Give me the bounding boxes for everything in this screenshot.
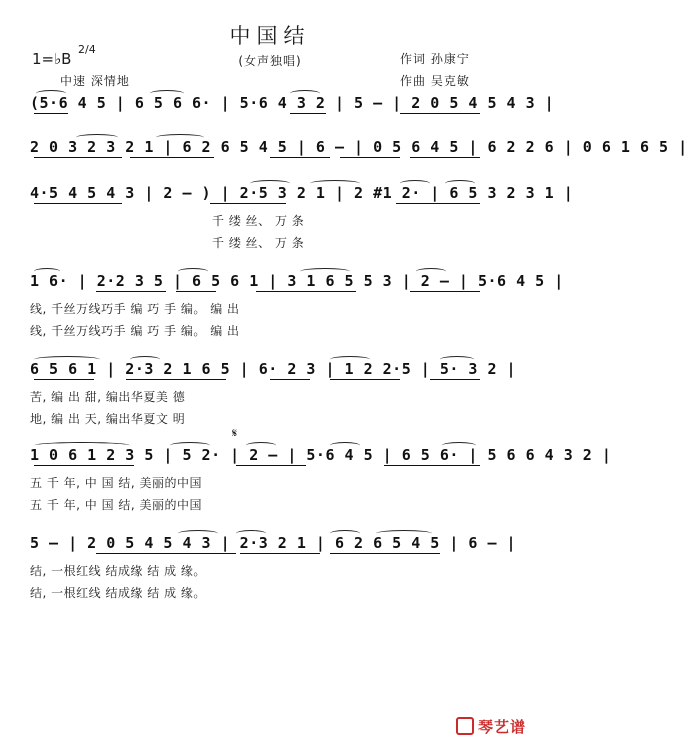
slur-mark [290, 90, 320, 97]
lyrics-verse-1: 千 缕 丝、 万 条 [212, 214, 305, 228]
lyricist-credit: 作词 孙康宁 [400, 52, 470, 66]
slur-mark [400, 180, 430, 187]
slur-mark [34, 356, 100, 363]
beam-underline [34, 379, 94, 380]
lyrics-verse-2: 千 缕 丝、 万 条 [212, 236, 305, 250]
song-subtitle: (女声独唱) [238, 54, 302, 68]
beam-underline [34, 157, 122, 158]
slur-mark [442, 442, 476, 449]
score-line-4: 1 6· | 2·2 3 5 | 6 5 6 1 | 3 1 6 5 5 3 | 2 – | 5·6 4 5 | [30, 272, 564, 290]
lyrics-verse-1: 结, 一根红线 结成缘 结 成 缘。 [30, 564, 206, 578]
slur-mark [246, 442, 276, 449]
song-title: 中国结 [229, 24, 311, 48]
slur-mark [150, 90, 184, 97]
beam-underline [34, 113, 68, 114]
slur-mark [330, 530, 360, 537]
beam-underline [256, 291, 356, 292]
beam-underline [410, 291, 480, 292]
beam-underline [210, 203, 286, 204]
beam-underline [400, 113, 480, 114]
beam-underline [270, 379, 310, 380]
beam-underline [430, 379, 480, 380]
beam-underline [290, 113, 326, 114]
beam-underline [330, 553, 440, 554]
score-line-5: 6 5 6 1 | 2·3 2 1 6 5 | 6· 2 3 | 1 2 2·5 | 5· 3 2 | [30, 360, 517, 378]
lyrics-verse-1: 五 千 年, 中 国 结, 美丽的中国 [30, 476, 203, 490]
beam-underline [396, 203, 480, 204]
score-line-7: 5 – | 2 0 5 4 5 4 3 | 2·3 2 1 | 6 2 6 5 4 5 | 6 – | [30, 534, 517, 552]
slur-mark [76, 134, 118, 141]
slur-mark [300, 268, 350, 275]
slur-mark [330, 356, 370, 363]
beam-underline [236, 465, 306, 466]
lyrics-verse-1: 线, 千丝万线巧手 编 巧 手 编。 编 出 [30, 302, 240, 316]
time-signature [78, 43, 96, 56]
slur-mark [236, 530, 266, 537]
slur-mark [445, 180, 475, 187]
score-line-6: 1 0 6 1 2 3 5 | 5 2· | 2 – | 5·6 4 5 | 6 5 6· | 5 6 6 4 3 2 | [30, 446, 612, 464]
segno-sign: 𝄋 [232, 426, 238, 440]
beam-underline [270, 157, 330, 158]
beam-underline [96, 553, 236, 554]
slur-mark [330, 442, 360, 449]
lyrics-verse-2: 线, 千丝万线巧手 编 巧 手 编。 编 出 [30, 324, 240, 338]
slur-mark [34, 442, 130, 449]
lyrics-verse-1: 苦, 编 出 甜, 编出华夏美 德 [30, 390, 186, 404]
beam-underline [130, 157, 214, 158]
slur-mark [250, 180, 290, 187]
site-logo [456, 716, 526, 737]
slur-mark [170, 442, 210, 449]
beam-underline [384, 465, 480, 466]
score-line-1: (5·6 4 5 | 6 5 6 6· | 5·6 4 3 2 | 5 – | 2 0 5 4 5 4 3 | [30, 94, 555, 112]
slur-mark [36, 90, 66, 97]
lyrics-verse-2: 结, 一根红线 结成缘 结 成 缘。 [30, 586, 206, 600]
composer-credit: 作曲 吴克敏 [400, 74, 470, 88]
beam-underline [34, 203, 122, 204]
beam-underline [240, 553, 320, 554]
slur-mark [178, 268, 208, 275]
slur-mark [34, 268, 60, 275]
tempo-marking: 中速 深情地 [60, 74, 130, 88]
logo-text: 琴艺谱 [477, 718, 526, 736]
beam-underline [96, 291, 166, 292]
time-signature-value: 2/4 [78, 43, 96, 56]
slur-mark [376, 530, 432, 537]
score-line-2: 2 0 3 2 3 2 1 | 6 2 6 5 4 5 | 6 – | 0 5 6 4 5 | 6 2 2 6 | 0 6 1 6 5 | [30, 138, 688, 156]
key-signature: 1=♭B [32, 50, 72, 68]
beam-underline [126, 379, 226, 380]
lyrics-verse-2: 地, 编 出 天, 编出华夏文 明 [30, 412, 186, 426]
beam-underline [34, 465, 134, 466]
lyrics-verse-2: 五 千 年, 中 国 结, 美丽的中国 [30, 498, 203, 512]
beam-underline [330, 379, 400, 380]
slur-mark [130, 356, 160, 363]
slur-mark [440, 356, 474, 363]
score-line-3: 4·5 4 5 4 3 | 2 – ) | 2·5 3 2 1 | 2 #1 2· | 6 5 3 2 3 1 | [30, 184, 574, 202]
slur-mark [416, 268, 446, 275]
slur-mark [156, 134, 204, 141]
slur-mark [178, 530, 218, 537]
slur-mark [310, 180, 360, 187]
beam-underline [340, 157, 400, 158]
beam-underline [176, 291, 216, 292]
logo-mark-icon [456, 717, 474, 735]
beam-underline [410, 157, 480, 158]
